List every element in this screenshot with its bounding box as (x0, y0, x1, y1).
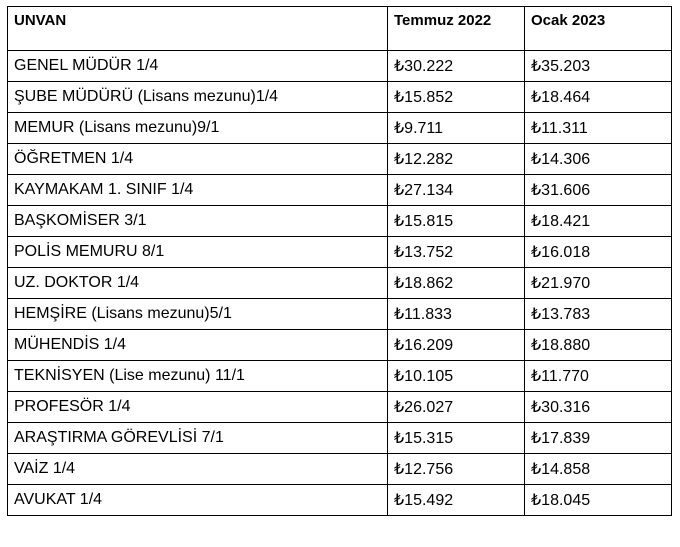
table-row (8, 330, 672, 361)
cell-temmuz-2022: ₺15.315 (388, 423, 525, 454)
cell-ocak-2023: ₺17.839 (525, 423, 672, 454)
cell-unvan: HEMŞİRE (Lisans mezunu)5/1 (8, 299, 388, 330)
cell-temmuz-2022: ₺15.852 (388, 82, 525, 113)
table-header (8, 7, 672, 51)
cell-ocak-2023: ₺14.306 (525, 144, 672, 175)
table-row (8, 237, 672, 268)
cell-temmuz-2022: ₺12.282 (388, 144, 525, 175)
cell-temmuz-2022: ₺12.756 (388, 454, 525, 485)
header-row (8, 7, 672, 51)
table-body (8, 51, 672, 516)
cell-temmuz-2022: ₺26.027 (388, 392, 525, 423)
salary-table-container (7, 6, 672, 516)
cell-unvan: VAİZ 1/4 (8, 454, 388, 485)
cell-unvan: UZ. DOKTOR 1/4 (8, 268, 388, 299)
cell-temmuz-2022: ₺9.711 (388, 113, 525, 144)
header-temmuz-2022: Temmuz 2022 (388, 7, 525, 51)
cell-unvan: MEMUR (Lisans mezunu)9/1 (8, 113, 388, 144)
cell-ocak-2023: ₺14.858 (525, 454, 672, 485)
cell-unvan: AVUKAT 1/4 (8, 485, 388, 516)
cell-unvan: PROFESÖR 1/4 (8, 392, 388, 423)
cell-ocak-2023: ₺18.880 (525, 330, 672, 361)
cell-ocak-2023: ₺13.783 (525, 299, 672, 330)
cell-ocak-2023: ₺35.203 (525, 51, 672, 82)
cell-unvan: TEKNİSYEN (Lise mezunu) 11/1 (8, 361, 388, 392)
table-row (8, 82, 672, 113)
table-row (8, 423, 672, 454)
cell-unvan: KAYMAKAM 1. SINIF 1/4 (8, 175, 388, 206)
cell-ocak-2023: ₺11.770 (525, 361, 672, 392)
cell-temmuz-2022: ₺13.752 (388, 237, 525, 268)
table-row (8, 299, 672, 330)
cell-temmuz-2022: ₺27.134 (388, 175, 525, 206)
table-row (8, 206, 672, 237)
cell-ocak-2023: ₺31.606 (525, 175, 672, 206)
cell-temmuz-2022: ₺16.209 (388, 330, 525, 361)
cell-temmuz-2022: ₺18.862 (388, 268, 525, 299)
cell-ocak-2023: ₺18.464 (525, 82, 672, 113)
table-row (8, 454, 672, 485)
cell-unvan: MÜHENDİS 1/4 (8, 330, 388, 361)
cell-ocak-2023: ₺16.018 (525, 237, 672, 268)
salary-table (7, 6, 672, 516)
header-unvan: UNVAN (8, 7, 388, 51)
cell-unvan: GENEL MÜDÜR 1/4 (8, 51, 388, 82)
cell-unvan: BAŞKOMİSER 3/1 (8, 206, 388, 237)
cell-ocak-2023: ₺11.311 (525, 113, 672, 144)
table-row (8, 113, 672, 144)
cell-temmuz-2022: ₺10.105 (388, 361, 525, 392)
cell-temmuz-2022: ₺15.815 (388, 206, 525, 237)
table-row (8, 268, 672, 299)
cell-ocak-2023: ₺30.316 (525, 392, 672, 423)
cell-temmuz-2022: ₺15.492 (388, 485, 525, 516)
table-row (8, 361, 672, 392)
cell-ocak-2023: ₺18.045 (525, 485, 672, 516)
cell-unvan: ARAŞTIRMA GÖREVLİSİ 7/1 (8, 423, 388, 454)
header-ocak-2023: Ocak 2023 (525, 7, 672, 51)
cell-temmuz-2022: ₺11.833 (388, 299, 525, 330)
table-row (8, 485, 672, 516)
cell-unvan: ŞUBE MÜDÜRÜ (Lisans mezunu)1/4 (8, 82, 388, 113)
cell-unvan: ÖĞRETMEN 1/4 (8, 144, 388, 175)
cell-temmuz-2022: ₺30.222 (388, 51, 525, 82)
table-row (8, 51, 672, 82)
table-row (8, 144, 672, 175)
cell-ocak-2023: ₺18.421 (525, 206, 672, 237)
table-row (8, 392, 672, 423)
table-row (8, 175, 672, 206)
cell-unvan: POLİS MEMURU 8/1 (8, 237, 388, 268)
cell-ocak-2023: ₺21.970 (525, 268, 672, 299)
